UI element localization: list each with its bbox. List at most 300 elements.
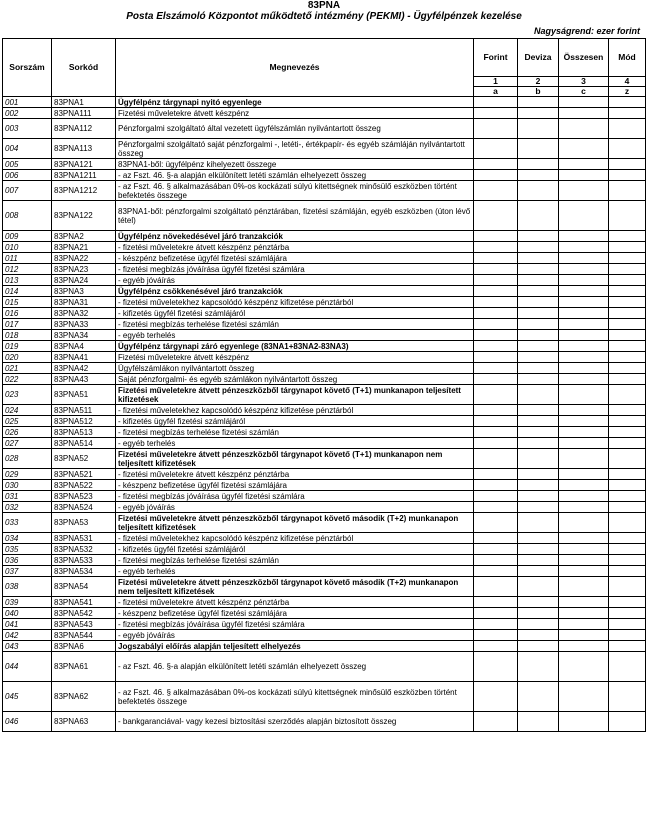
cell-deviza[interactable] — [518, 308, 559, 319]
cell-forint[interactable] — [474, 201, 518, 231]
cell-mod[interactable] — [609, 297, 646, 308]
table-row — [3, 544, 646, 555]
cell-forint[interactable] — [474, 619, 518, 630]
cell-osszesen[interactable] — [559, 449, 609, 469]
cell-deviza[interactable] — [518, 352, 559, 363]
cell-osszesen[interactable] — [559, 181, 609, 201]
row-serial: 010 — [3, 242, 52, 253]
cell-forint[interactable] — [474, 159, 518, 170]
table-row — [3, 341, 646, 352]
row-serial: 020 — [3, 352, 52, 363]
cell-osszesen[interactable] — [559, 480, 609, 491]
row-name: Fizetési műveletekre átvett pénzeszközből tárgynapot követő második (T+2) munkanapon nem teljesített kifizetések — [116, 577, 474, 597]
cell-mod[interactable] — [609, 630, 646, 641]
cell-forint[interactable] — [474, 385, 518, 405]
cell-deviza[interactable] — [518, 502, 559, 513]
cell-deviza[interactable] — [518, 682, 559, 712]
cell-forint[interactable] — [474, 630, 518, 641]
row-name: - egyéb jóváírás — [116, 275, 474, 286]
cell-mod[interactable] — [609, 231, 646, 242]
row-code: 83PNA53 — [52, 513, 116, 533]
cell-mod[interactable] — [609, 682, 646, 712]
cell-deviza[interactable] — [518, 491, 559, 502]
cell-mod[interactable] — [609, 405, 646, 416]
cell-deviza[interactable] — [518, 544, 559, 555]
col-deviza-header: Deviza — [518, 39, 559, 77]
row-code: 83PNA1 — [52, 97, 116, 108]
cell-deviza[interactable] — [518, 97, 559, 108]
cell-forint[interactable] — [474, 608, 518, 619]
cell-mod[interactable] — [609, 577, 646, 597]
row-serial: 033 — [3, 513, 52, 533]
table-row — [3, 405, 646, 416]
col-forint-header: Forint — [474, 39, 518, 77]
cell-mod[interactable] — [609, 330, 646, 341]
cell-deviza[interactable] — [518, 159, 559, 170]
cell-deviza[interactable] — [518, 438, 559, 449]
row-code: 83PNA32 — [52, 308, 116, 319]
cell-osszesen[interactable] — [559, 544, 609, 555]
row-code: 83PNA542 — [52, 608, 116, 619]
cell-osszesen[interactable] — [559, 297, 609, 308]
cell-mod[interactable] — [609, 319, 646, 330]
row-code: 83PNA523 — [52, 491, 116, 502]
row-code: 83PNA33 — [52, 319, 116, 330]
row-code: 83PNA61 — [52, 652, 116, 682]
cell-osszesen[interactable] — [559, 139, 609, 159]
cell-deviza[interactable] — [518, 630, 559, 641]
cell-deviza[interactable] — [518, 201, 559, 231]
cell-forint[interactable] — [474, 231, 518, 242]
cell-osszesen[interactable] — [559, 682, 609, 712]
cell-osszesen[interactable] — [559, 330, 609, 341]
cell-osszesen[interactable] — [559, 201, 609, 231]
cell-mod[interactable] — [609, 555, 646, 566]
cell-osszesen[interactable] — [559, 416, 609, 427]
row-name: - egyéb terhelés — [116, 330, 474, 341]
cell-deviza[interactable] — [518, 231, 559, 242]
row-name: 83PNA1-ből: ügyfélpénz kihelyezett összege — [116, 159, 474, 170]
cell-osszesen[interactable] — [559, 577, 609, 597]
cell-forint[interactable] — [474, 308, 518, 319]
cell-osszesen[interactable] — [559, 513, 609, 533]
cell-forint[interactable] — [474, 427, 518, 438]
cell-forint[interactable] — [474, 405, 518, 416]
cell-deviza[interactable] — [518, 253, 559, 264]
cell-forint[interactable] — [474, 544, 518, 555]
table-row — [3, 308, 646, 319]
cell-deviza[interactable] — [518, 385, 559, 405]
row-name: Jogszabályi előírás alapján teljesített elhelyezés — [116, 641, 474, 652]
cell-mod[interactable] — [609, 502, 646, 513]
cell-osszesen[interactable] — [559, 608, 609, 619]
row-serial: 013 — [3, 275, 52, 286]
table-row — [3, 566, 646, 577]
cell-forint[interactable] — [474, 641, 518, 652]
row-name: - fizetési műveletekre átvett készpénz pénztárba — [116, 469, 474, 480]
col-letter: c — [559, 87, 609, 97]
cell-osszesen[interactable] — [559, 242, 609, 253]
row-serial: 036 — [3, 555, 52, 566]
cell-forint[interactable] — [474, 555, 518, 566]
cell-forint[interactable] — [474, 97, 518, 108]
cell-deviza[interactable] — [518, 577, 559, 597]
table-row — [3, 416, 646, 427]
cell-forint[interactable] — [474, 416, 518, 427]
cell-deviza[interactable] — [518, 712, 559, 732]
table-row — [3, 491, 646, 502]
cell-forint[interactable] — [474, 352, 518, 363]
cell-osszesen[interactable] — [559, 374, 609, 385]
table-row — [3, 385, 646, 405]
header-row — [3, 39, 646, 77]
row-name: - egyéb jóváírás — [116, 630, 474, 641]
row-serial: 012 — [3, 264, 52, 275]
table-row — [3, 330, 646, 341]
cell-mod[interactable] — [609, 533, 646, 544]
row-serial: 045 — [3, 682, 52, 712]
row-serial: 018 — [3, 330, 52, 341]
row-serial: 027 — [3, 438, 52, 449]
table-row — [3, 139, 646, 159]
cell-deviza[interactable] — [518, 119, 559, 139]
row-code: 83PNA3 — [52, 286, 116, 297]
cell-deviza[interactable] — [518, 363, 559, 374]
cell-forint[interactable] — [474, 286, 518, 297]
cell-forint[interactable] — [474, 330, 518, 341]
cell-mod[interactable] — [609, 181, 646, 201]
cell-forint[interactable] — [474, 566, 518, 577]
table-row — [3, 170, 646, 181]
cell-osszesen[interactable] — [559, 566, 609, 577]
cell-mod[interactable] — [609, 491, 646, 502]
cell-mod[interactable] — [609, 253, 646, 264]
cell-osszesen[interactable] — [559, 319, 609, 330]
row-code: 83PNA31 — [52, 297, 116, 308]
table-row — [3, 97, 646, 108]
row-name: - fizetési műveletekhez kapcsolódó készpénz kifizetése pénztárból — [116, 405, 474, 416]
col-number: 1 — [474, 77, 518, 87]
row-code: 83PNA62 — [52, 682, 116, 712]
row-code: 83PNA51 — [52, 385, 116, 405]
col-number: 4 — [609, 77, 646, 87]
cell-osszesen[interactable] — [559, 641, 609, 652]
cell-osszesen[interactable] — [559, 630, 609, 641]
cell-mod[interactable] — [609, 416, 646, 427]
table-row — [3, 286, 646, 297]
cell-osszesen[interactable] — [559, 469, 609, 480]
cell-mod[interactable] — [609, 597, 646, 608]
row-serial: 037 — [3, 566, 52, 577]
cell-osszesen[interactable] — [559, 652, 609, 682]
table-row — [3, 242, 646, 253]
cell-forint[interactable] — [474, 491, 518, 502]
cell-mod[interactable] — [609, 286, 646, 297]
cell-forint[interactable] — [474, 139, 518, 159]
cell-mod[interactable] — [609, 119, 646, 139]
row-code: 83PNA2 — [52, 231, 116, 242]
row-name: - az Fszt. 46. § alkalmazásában 0%-os kockázati súlyú kitettségnek minősülő eszközben történt befektetés összege — [116, 682, 474, 712]
cell-mod[interactable] — [609, 352, 646, 363]
cell-mod[interactable] — [609, 170, 646, 181]
row-name: Ügyfélszámlákon nyilvántartott összeg — [116, 363, 474, 374]
cell-osszesen[interactable] — [559, 352, 609, 363]
cell-mod[interactable] — [609, 566, 646, 577]
row-code: 83PNA543 — [52, 619, 116, 630]
col-number: 2 — [518, 77, 559, 87]
cell-forint[interactable] — [474, 469, 518, 480]
cell-mod[interactable] — [609, 97, 646, 108]
row-serial: 044 — [3, 652, 52, 682]
cell-mod[interactable] — [609, 641, 646, 652]
table-row — [3, 319, 646, 330]
cell-forint[interactable] — [474, 374, 518, 385]
row-name: - fizetési megbízás terhelése fizetési számlán — [116, 319, 474, 330]
row-name: Ügyfélpénz csökkenésével járó tranzakciók — [116, 286, 474, 297]
row-code: 83PNA42 — [52, 363, 116, 374]
table-row — [3, 652, 646, 682]
cell-deviza[interactable] — [518, 608, 559, 619]
cell-deviza[interactable] — [518, 275, 559, 286]
cell-osszesen[interactable] — [559, 363, 609, 374]
cell-deviza[interactable] — [518, 139, 559, 159]
row-name: Fizetési műveletekre átvett pénzeszközből tárgynapot követő második (T+2) munkanapon teljesített kifizetések — [116, 513, 474, 533]
row-code: 83PNA121 — [52, 159, 116, 170]
cell-forint[interactable] — [474, 652, 518, 682]
row-code: 83PNA533 — [52, 555, 116, 566]
row-name: Fizetési műveletekre átvett pénzeszközből tárgynapot követő (T+1) munkanapon teljesített kifizetések — [116, 385, 474, 405]
table-row — [3, 374, 646, 385]
cell-osszesen[interactable] — [559, 170, 609, 181]
cell-mod[interactable] — [609, 438, 646, 449]
cell-osszesen[interactable] — [559, 427, 609, 438]
row-name: Pénzforgalmi szolgáltató által vezetett ügyfélszámlán nyilvántartott összeg — [116, 119, 474, 139]
row-code: 83PNA122 — [52, 201, 116, 231]
cell-forint[interactable] — [474, 480, 518, 491]
cell-osszesen[interactable] — [559, 385, 609, 405]
cell-forint[interactable] — [474, 363, 518, 374]
cell-mod[interactable] — [609, 139, 646, 159]
cell-forint[interactable] — [474, 253, 518, 264]
cell-mod[interactable] — [609, 108, 646, 119]
cell-osszesen[interactable] — [559, 264, 609, 275]
cell-forint[interactable] — [474, 682, 518, 712]
row-serial: 040 — [3, 608, 52, 619]
table-row — [3, 641, 646, 652]
cell-osszesen[interactable] — [559, 275, 609, 286]
cell-osszesen[interactable] — [559, 159, 609, 170]
cell-osszesen[interactable] — [559, 231, 609, 242]
cell-osszesen[interactable] — [559, 308, 609, 319]
table-row — [3, 264, 646, 275]
cell-forint[interactable] — [474, 502, 518, 513]
cell-mod[interactable] — [609, 544, 646, 555]
cell-osszesen[interactable] — [559, 341, 609, 352]
cell-forint[interactable] — [474, 275, 518, 286]
cell-deviza[interactable] — [518, 181, 559, 201]
cell-deviza[interactable] — [518, 416, 559, 427]
cell-deviza[interactable] — [518, 619, 559, 630]
cell-mod[interactable] — [609, 513, 646, 533]
report-table — [2, 38, 646, 732]
cell-deviza[interactable] — [518, 641, 559, 652]
cell-mod[interactable] — [609, 469, 646, 480]
cell-mod[interactable] — [609, 242, 646, 253]
row-serial: 042 — [3, 630, 52, 641]
cell-deviza[interactable] — [518, 330, 559, 341]
row-name: - egyéb jóváírás — [116, 502, 474, 513]
cell-forint[interactable] — [474, 513, 518, 533]
cell-deviza[interactable] — [518, 555, 559, 566]
row-name: - készpenz befizetése ügyfél fizetési számlájára — [116, 480, 474, 491]
cell-deviza[interactable] — [518, 469, 559, 480]
cell-mod[interactable] — [609, 449, 646, 469]
cell-deviza[interactable] — [518, 286, 559, 297]
cell-mod[interactable] — [609, 363, 646, 374]
row-code: 83PNA113 — [52, 139, 116, 159]
cell-deviza[interactable] — [518, 449, 559, 469]
cell-forint[interactable] — [474, 712, 518, 732]
row-code: 83PNA63 — [52, 712, 116, 732]
cell-osszesen[interactable] — [559, 619, 609, 630]
row-name: - készpenz befizetése ügyfél fizetési számlájára — [116, 608, 474, 619]
row-code: 83PNA4 — [52, 341, 116, 352]
cell-osszesen[interactable] — [559, 597, 609, 608]
col-osszesen-header: Összesen — [559, 39, 609, 77]
cell-osszesen[interactable] — [559, 491, 609, 502]
row-name: - kifizetés ügyfél fizetési számlájáról — [116, 544, 474, 555]
row-code: 83PNA112 — [52, 119, 116, 139]
cell-forint[interactable] — [474, 170, 518, 181]
cell-deviza[interactable] — [518, 297, 559, 308]
cell-deviza[interactable] — [518, 341, 559, 352]
cell-forint[interactable] — [474, 577, 518, 597]
cell-forint[interactable] — [474, 341, 518, 352]
cell-deviza[interactable] — [518, 242, 559, 253]
row-serial: 016 — [3, 308, 52, 319]
row-serial: 011 — [3, 253, 52, 264]
cell-mod[interactable] — [609, 264, 646, 275]
cell-osszesen[interactable] — [559, 502, 609, 513]
row-serial: 022 — [3, 374, 52, 385]
cell-osszesen[interactable] — [559, 119, 609, 139]
row-name: - kifizetés ügyfél fizetési számlájáról — [116, 308, 474, 319]
cell-mod[interactable] — [609, 308, 646, 319]
cell-deviza[interactable] — [518, 264, 559, 275]
cell-deviza[interactable] — [518, 170, 559, 181]
cell-forint[interactable] — [474, 181, 518, 201]
row-code: 83PNA544 — [52, 630, 116, 641]
cell-forint[interactable] — [474, 264, 518, 275]
table-row — [3, 577, 646, 597]
cell-mod[interactable] — [609, 652, 646, 682]
cell-forint[interactable] — [474, 297, 518, 308]
table-row — [3, 297, 646, 308]
row-serial: 021 — [3, 363, 52, 374]
cell-mod[interactable] — [609, 201, 646, 231]
cell-osszesen[interactable] — [559, 555, 609, 566]
row-code: 83PNA514 — [52, 438, 116, 449]
form-subtitle: Posta Elszámoló Központot működtető intézmény (PEKMI) - Ügyfélpénzek kezelése — [126, 11, 522, 22]
cell-osszesen[interactable] — [559, 286, 609, 297]
cell-forint[interactable] — [474, 108, 518, 119]
cell-mod[interactable] — [609, 619, 646, 630]
cell-deviza[interactable] — [518, 597, 559, 608]
cell-osszesen[interactable] — [559, 97, 609, 108]
cell-mod[interactable] — [609, 374, 646, 385]
row-serial: 007 — [3, 181, 52, 201]
cell-deviza[interactable] — [518, 480, 559, 491]
table-row — [3, 352, 646, 363]
cell-osszesen[interactable] — [559, 405, 609, 416]
col-mod-header: Mód — [609, 39, 646, 77]
cell-mod[interactable] — [609, 385, 646, 405]
cell-forint[interactable] — [474, 597, 518, 608]
cell-deviza[interactable] — [518, 427, 559, 438]
row-serial: 028 — [3, 449, 52, 469]
row-serial: 003 — [3, 119, 52, 139]
cell-mod[interactable] — [609, 427, 646, 438]
table-row — [3, 630, 646, 641]
table-row — [3, 513, 646, 533]
cell-osszesen[interactable] — [559, 712, 609, 732]
cell-deviza[interactable] — [518, 108, 559, 119]
cell-mod[interactable] — [609, 712, 646, 732]
cell-mod[interactable] — [609, 608, 646, 619]
table-row — [3, 533, 646, 544]
cell-mod[interactable] — [609, 480, 646, 491]
row-name: Ügyfélpénz tárgynapi nyitó egyenlege — [116, 97, 474, 108]
row-code: 83PNA532 — [52, 544, 116, 555]
row-name: Ügyfélpénz növekedésével járó tranzakciók — [116, 231, 474, 242]
row-code: 83PNA22 — [52, 253, 116, 264]
cell-deviza[interactable] — [518, 533, 559, 544]
cell-mod[interactable] — [609, 341, 646, 352]
cell-forint[interactable] — [474, 449, 518, 469]
cell-forint[interactable] — [474, 438, 518, 449]
cell-forint[interactable] — [474, 119, 518, 139]
row-name: - az Fszt. 46. §-a alapján elkülönített letéti számlán elhelyezett összeg — [116, 170, 474, 181]
row-serial: 023 — [3, 385, 52, 405]
cell-osszesen[interactable] — [559, 533, 609, 544]
cell-osszesen[interactable] — [559, 253, 609, 264]
cell-osszesen[interactable] — [559, 438, 609, 449]
cell-forint[interactable] — [474, 533, 518, 544]
row-serial: 006 — [3, 170, 52, 181]
cell-deviza[interactable] — [518, 652, 559, 682]
table-row — [3, 231, 646, 242]
cell-deviza[interactable] — [518, 405, 559, 416]
row-name: Fizetési műveletekre átvett készpénz — [116, 352, 474, 363]
row-code: 83PNA1212 — [52, 181, 116, 201]
row-name: - fizetési megbízás jóváírása ügyfél fizetési számlára — [116, 264, 474, 275]
cell-deviza[interactable] — [518, 319, 559, 330]
cell-deviza[interactable] — [518, 566, 559, 577]
row-serial: 031 — [3, 491, 52, 502]
table-row — [3, 597, 646, 608]
cell-mod[interactable] — [609, 275, 646, 286]
row-serial: 029 — [3, 469, 52, 480]
cell-deviza[interactable] — [518, 374, 559, 385]
cell-mod[interactable] — [609, 159, 646, 170]
cell-osszesen[interactable] — [559, 108, 609, 119]
cell-deviza[interactable] — [518, 513, 559, 533]
cell-forint[interactable] — [474, 319, 518, 330]
cell-forint[interactable] — [474, 242, 518, 253]
table-row — [3, 201, 646, 231]
row-code: 83PNA522 — [52, 480, 116, 491]
row-code: 83PNA512 — [52, 416, 116, 427]
